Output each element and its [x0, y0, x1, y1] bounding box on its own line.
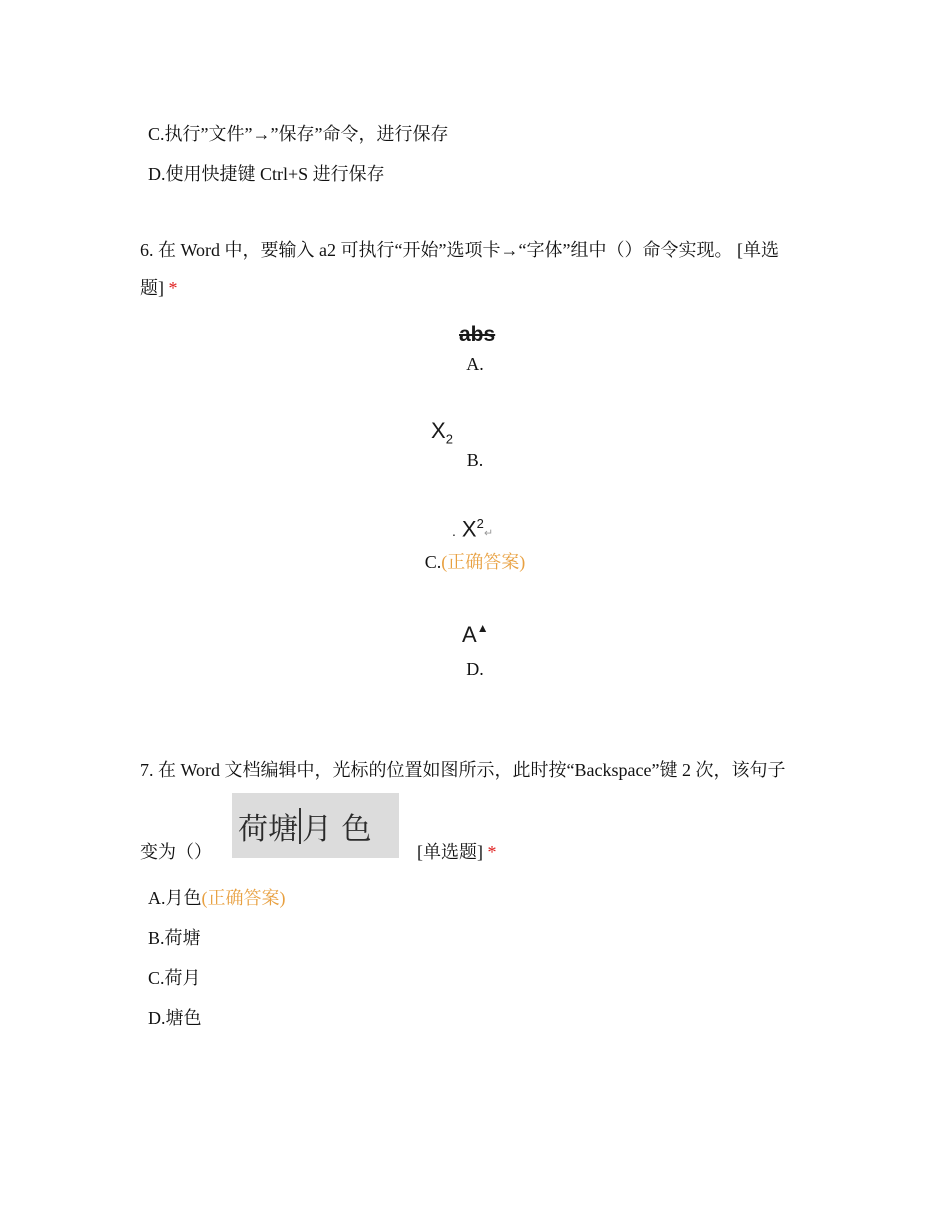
q7-question-suffix: [单选题] *: [417, 842, 497, 862]
q7-option-b[interactable]: B.荷塘: [148, 928, 201, 948]
q7-option-c[interactable]: C.荷月: [148, 968, 201, 988]
subscript-icon: $X_2$: [431, 418, 453, 447]
q7-option-d[interactable]: D.塘色: [148, 1008, 202, 1028]
q5-option-c[interactable]: C.执行”文件”→”保存”命令，进行保存: [148, 124, 449, 144]
superscript-icon: . $X^2↵$: [452, 516, 494, 542]
text-cursor: [299, 808, 301, 844]
q6-option-c-label[interactable]: C.(正确答案): [424, 552, 526, 572]
q6-question-text: 6. 在 Word 中，要输入 a2 可执行“开始”选项卡→“字体”组中（）命令实现。 [单选: [140, 240, 779, 260]
q6-question-text-cont: 题] *: [140, 278, 178, 298]
q7-question-prefix: 变为（）: [140, 842, 212, 862]
q6-option-a-label[interactable]: A.: [466, 354, 484, 374]
grow-font-icon: A▲: [462, 621, 489, 647]
q7-option-a[interactable]: A.月色(正确答案): [148, 888, 286, 908]
q7-question-text: 7. 在 Word 文档编辑中，光标的位置如图所示，此时按“Backspace”键 2 次，该句子: [140, 760, 786, 780]
correct-answer-tag: (正确答案): [201, 888, 286, 908]
required-mark: *: [487, 842, 497, 862]
q5-option-d[interactable]: D.使用快捷键 Ctrl+S 进行保存: [148, 164, 385, 184]
required-mark: *: [168, 278, 178, 298]
q6-option-b-label[interactable]: B.: [466, 450, 484, 470]
cursor-position-image: 荷塘 月 色: [232, 793, 399, 858]
q6-option-d-label[interactable]: D.: [466, 659, 484, 679]
correct-answer-tag: (正确答案): [441, 552, 526, 572]
strikethrough-icon: abs: [459, 323, 496, 346]
